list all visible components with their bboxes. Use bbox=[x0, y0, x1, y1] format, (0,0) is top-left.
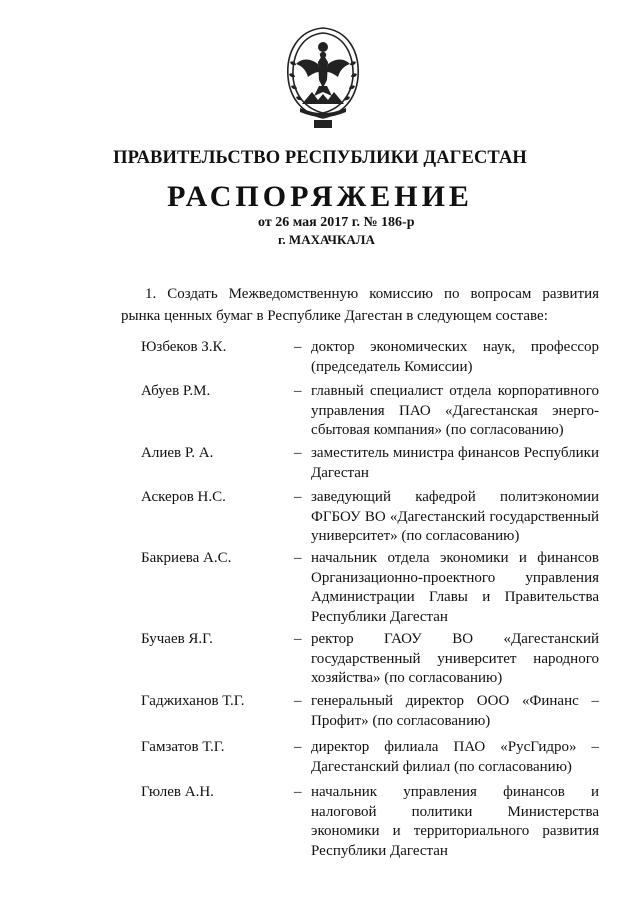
member-role-line: управления ПАО «Дагестанская энерго- bbox=[311, 402, 599, 419]
member-role-line: (председатель Комиссии) bbox=[311, 358, 473, 375]
member-name: Гюлев А.Н. bbox=[141, 784, 214, 800]
member-name: Юзбеков З.К. bbox=[141, 339, 227, 355]
member-role bbox=[311, 549, 599, 627]
member-dash: – bbox=[294, 550, 302, 566]
member-role-line: заместитель министра финансов Республики bbox=[311, 445, 599, 461]
member-role-line: Организационно-проектного управления bbox=[311, 569, 599, 586]
paragraph-1 bbox=[121, 283, 599, 327]
member-role bbox=[311, 783, 599, 861]
member-role bbox=[311, 630, 599, 689]
member-role-line: Республики Дагестан bbox=[311, 608, 448, 625]
organization-title: ПРАВИТЕЛЬСТВО РЕСПУБЛИКИ ДАГЕСТАН bbox=[113, 148, 527, 168]
member-role-line: Профит» (по согласованию) bbox=[311, 712, 491, 729]
paragraph-line: 1. Создать Межведомственную комиссию по вопросам развития bbox=[145, 286, 599, 302]
member-role-line: Администрации Главы и Правительства bbox=[311, 589, 599, 605]
member-role-line: экономики и территориального развития bbox=[311, 823, 599, 839]
member-role-line: хозяйства» (по согласованию) bbox=[311, 670, 503, 686]
member-role-line: Дагестан bbox=[311, 464, 369, 481]
member-dash: – bbox=[294, 445, 302, 461]
member-dash: – bbox=[294, 631, 302, 647]
member-role-line: заведующий кафедрой политэкономии bbox=[311, 489, 599, 505]
member-role-line: ФГБОУ ВО «Дагестанский государственный bbox=[311, 508, 599, 525]
member-role bbox=[311, 488, 599, 547]
member-role-line: Республики Дагестан bbox=[311, 842, 448, 859]
member-role bbox=[311, 444, 599, 483]
member-role-line: университет» (по согласованию) bbox=[311, 528, 520, 544]
member-name: Бакриева А.С. bbox=[141, 550, 232, 566]
dagestan-coat-of-arms-icon bbox=[278, 22, 368, 130]
member-role-line: сбытовая компания» (по согласованию) bbox=[311, 422, 564, 438]
member-role-line: ректор ГАОУ ВО «Дагестанский bbox=[311, 631, 599, 647]
member-dash: – bbox=[294, 739, 302, 755]
member-dash: – bbox=[294, 489, 302, 505]
document-type-title: РАСПОРЯЖЕНИЕ bbox=[167, 180, 473, 213]
member-dash: – bbox=[294, 383, 302, 399]
member-role bbox=[311, 692, 599, 731]
city-line: г. МАХАЧКАЛА bbox=[278, 232, 375, 247]
member-role-line: начальник управления финансов и bbox=[311, 784, 599, 800]
member-name: Алиев Р. А. bbox=[141, 445, 214, 461]
member-role-line: доктор экономических наук, профессор bbox=[311, 339, 599, 355]
member-role-line: государственный университет народного bbox=[311, 650, 599, 667]
member-name: Гаджиханов Т.Г. bbox=[141, 693, 245, 709]
member-name: Бучаев Я.Г. bbox=[141, 631, 213, 647]
member-role-line: главный специалист отдела корпоративного bbox=[311, 383, 599, 399]
member-role-line: директор филиала ПАО «РусГидро» – bbox=[311, 739, 599, 755]
member-dash: – bbox=[294, 339, 302, 355]
member-role-line: налоговой политики Министерства bbox=[311, 803, 599, 820]
member-dash: – bbox=[294, 693, 302, 709]
member-name: Аскеров Н.С. bbox=[141, 489, 226, 505]
member-role-line: генеральный директор ООО «Финанс – bbox=[311, 693, 599, 709]
member-role bbox=[311, 338, 599, 377]
member-role bbox=[311, 382, 599, 441]
date-number-line: от 26 мая 2017 г. № 186-р bbox=[258, 215, 415, 230]
member-name: Гамзатов Т.Г. bbox=[141, 739, 225, 755]
member-role-line: начальник отдела экономики и финансов bbox=[311, 550, 599, 566]
member-dash: – bbox=[294, 784, 302, 800]
member-name: Абуев Р.М. bbox=[141, 383, 211, 399]
paragraph-line: рынка ценных бумаг в Республике Дагестан в следующем составе: bbox=[121, 308, 548, 324]
member-role-line: Дагестанский филиал (по согласованию) bbox=[311, 758, 572, 775]
member-role bbox=[311, 738, 599, 777]
